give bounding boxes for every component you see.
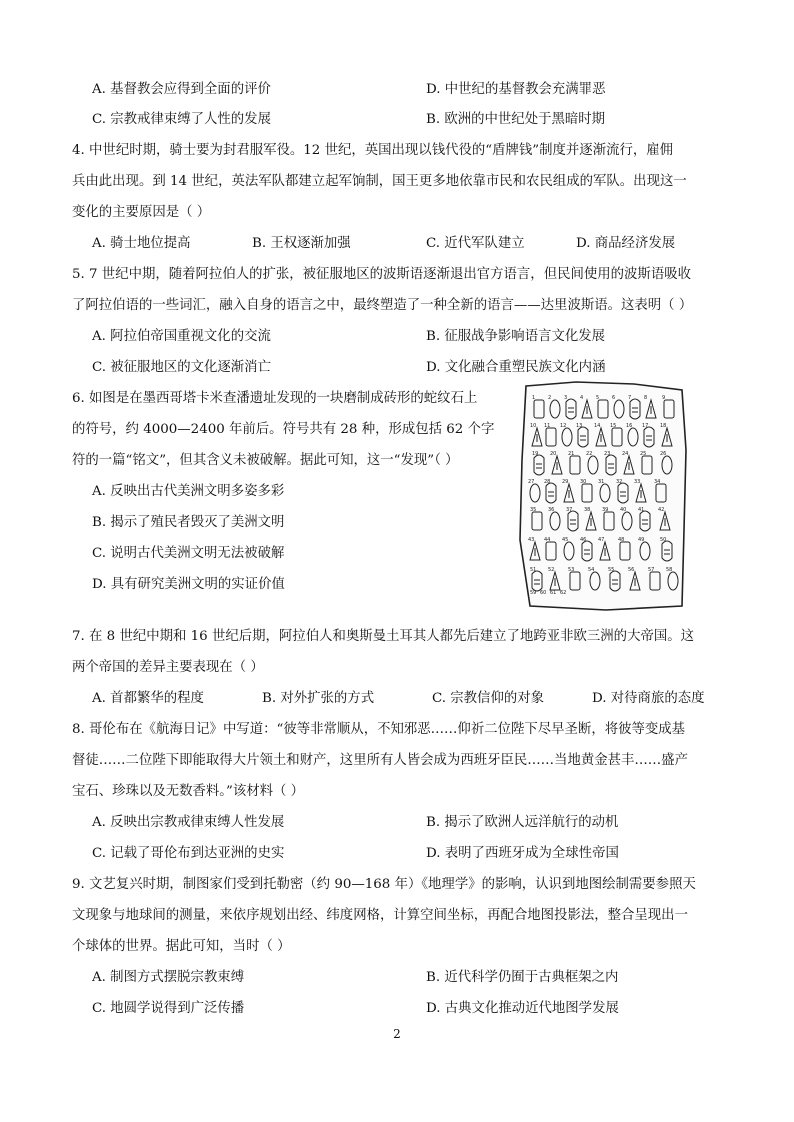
glyph-number: 10	[530, 423, 537, 429]
glyph-number: 58	[666, 567, 673, 573]
glyph-number: 30	[580, 479, 587, 485]
glyph-number: 13	[576, 423, 583, 429]
glyph-number: 53	[568, 567, 575, 573]
glyph-number: 35	[530, 507, 537, 513]
glyph-number: 19	[532, 451, 539, 457]
glyph-number: 54	[588, 567, 595, 573]
glyph-number: 56	[628, 567, 635, 573]
glyph-number: 33	[634, 479, 641, 485]
stone-outline	[520, 382, 686, 610]
glyph-number: 22	[586, 451, 593, 457]
q8-option-b: B. 揭示了欧洲人远洋航行的动机	[426, 815, 619, 830]
q6-option-a: A. 反映出古代美洲文明多姿多彩	[92, 484, 285, 499]
q6-option-b: B. 揭示了殖民者毁灭了美洲文明	[92, 515, 285, 530]
glyph-number: 37	[566, 507, 573, 513]
question-text-line: 8. 哥伦布在《航海日记》中写道：“彼等非常顺从，不知邪恶……仰祈二位陛下尽早圣断，将彼等变成基	[72, 722, 686, 737]
glyph-number: 55	[608, 567, 615, 573]
question-text-line: 督徒……二位陛下即能取得大片领土和财产，这里所有人皆会成为西班牙臣民……当地黄金甚丰……盛产	[72, 753, 688, 768]
glyph-number: 6	[612, 395, 616, 401]
q7-option-c: C. 宗教信仰的对象	[432, 691, 545, 706]
glyph-number: 1	[532, 395, 536, 401]
inscription-stone-figure	[516, 380, 688, 612]
q9-option-c: C. 地圆学说得到广泛传播	[92, 1001, 245, 1016]
question-text-line: 4. 中世纪时期，骑士要为封君服军役。12 世纪，英国出现以钱代役的“盾牌钱”制度并逐渐流行，雇佣	[72, 143, 674, 158]
glyph-number: 4	[580, 395, 584, 401]
glyph-number: 36	[548, 507, 555, 513]
question-text-line: 了阿拉伯语的一些词汇，融入自身的语言之中，最终塑造了一种全新的语言——达里波斯语。这表明（ ）	[72, 298, 693, 313]
glyph-number: 59	[530, 590, 537, 596]
q8-option-c: C. 记载了哥伦布到达亚洲的史实	[92, 846, 285, 861]
glyph-number: 15	[610, 423, 617, 429]
question-text-line: 7. 在 8 世纪中期和 16 世纪后期，阿拉伯人和奥斯曼土耳其人都先后建立了地跨亚非欧三洲的大帝国。这	[72, 629, 695, 644]
glyph-number: 46	[580, 537, 587, 543]
glyph-number: 20	[550, 451, 557, 457]
q9-option-b: B. 近代科学仍囿于古典框架之内	[426, 970, 619, 985]
glyph-number: 51	[530, 567, 537, 573]
question-text-line: 的符号，约 4000—2400 年前后。符号共有 28 种，形成包括 62 个字	[72, 422, 495, 437]
question-text-line: 9. 文艺复兴时期，制图家们受到托勒密（约 90—168 年）《地理学》的影响，认识到地图绘制需要参照天	[72, 877, 696, 892]
glyph-number: 2	[548, 395, 552, 401]
question-text-line: 宝石、珍珠以及无数香料。”该材料（ ）	[72, 784, 305, 799]
glyph-number: 26	[660, 451, 667, 457]
question-text-line: 文现象与地球间的测量，来依序规划出经、纬度网格，计算空间坐标，再配合地图投影法，整合呈现出一	[72, 908, 688, 923]
glyph-number: 43	[528, 537, 535, 543]
q7-option-a: A. 首都繁华的程度	[92, 691, 204, 706]
q7-option-b: B. 对外扩张的方式	[262, 691, 375, 706]
q6-option-c: C. 说明古代美洲文明无法被破解	[92, 546, 285, 561]
glyph-number: 24	[622, 451, 629, 457]
q7-option-d: D. 对待商旅的态度	[592, 691, 705, 706]
q9-option-d: D. 古典文化推动近代地图学发展	[426, 1001, 619, 1016]
glyph-number: 34	[654, 479, 661, 485]
glyph-number: 50	[660, 537, 667, 543]
glyph-number: 41	[638, 507, 645, 513]
question-text-line: 5. 7 世纪中期，随着阿拉伯人的扩张，被征服地区的波斯语逐渐退出官方语言，但民间使用的波斯语吸收	[72, 267, 691, 282]
page-number: 2	[393, 1027, 401, 1041]
q9-option-a: A. 制图方式摆脱宗教束缚	[92, 970, 245, 985]
question-text-line: 兵由此出现。到 14 世纪，英法军队都建立起军饷制，国王更多地依靠市民和农民组成的军队。出现这一	[72, 174, 687, 189]
q4-option-b: B. 王权逐渐加强	[252, 236, 351, 251]
glyph-number: 28	[544, 479, 551, 485]
q4-option-a: A. 骑士地位提高	[92, 236, 191, 251]
q6-option-d: D. 具有研究美洲文明的实证价值	[92, 577, 285, 592]
glyph-number: 61	[550, 590, 557, 596]
q5-option-a: A. 阿拉伯帝国重视文化的交流	[92, 329, 271, 344]
q3-option-b: B. 欧洲的中世纪处于黑暗时期	[426, 112, 606, 127]
q4-option-c: C. 近代军队建立	[426, 236, 525, 251]
q5-option-b: B. 征服战争影响语言文化发展	[426, 329, 606, 344]
glyph-number: 57	[648, 567, 655, 573]
q3-option-a: A. 基督教会应得到全面的评价	[92, 82, 271, 97]
glyph-number: 60	[540, 590, 547, 596]
glyph-number: 27	[528, 479, 535, 485]
question-text-line: 个球体的世界。据此可知，当时（ ）	[72, 939, 291, 954]
q8-option-a: A. 反映出宗教戒律束缚人性发展	[92, 815, 285, 830]
q3-option-c: C. 宗教戒律束缚了人性的发展	[92, 112, 271, 127]
glyph-number: 11	[544, 423, 551, 429]
glyph-number: 5	[596, 395, 600, 401]
glyph-number: 39	[602, 507, 609, 513]
question-text-line: 变化的主要原因是（ ）	[72, 205, 211, 220]
glyph-number: 42	[658, 507, 665, 513]
glyph-number: 32	[616, 479, 623, 485]
q3-option-d: D. 中世纪的基督教会充满罪恶	[426, 82, 606, 97]
glyph-number: 21	[568, 451, 575, 457]
glyph-number: 48	[618, 537, 625, 543]
glyph-number: 40	[620, 507, 627, 513]
glyph-number: 18	[660, 423, 667, 429]
q5-option-c: C. 被征服地区的文化逐渐消亡	[92, 360, 271, 375]
q5-option-d: D. 文化融合重塑民族文化内涵	[426, 360, 606, 375]
glyph-number: 38	[584, 507, 591, 513]
q8-option-d: D. 表明了西班牙成为全球性帝国	[426, 846, 619, 861]
glyph-number: 31	[598, 479, 605, 485]
glyph-number: 52	[548, 567, 555, 573]
glyph-number: 62	[560, 590, 567, 596]
glyph-number: 17	[642, 423, 649, 429]
glyph-number: 45	[562, 537, 569, 543]
glyph-number: 29	[562, 479, 569, 485]
glyph-number: 44	[544, 537, 551, 543]
glyph-number: 14	[594, 423, 601, 429]
glyph-number: 16	[626, 423, 633, 429]
glyph-number: 49	[638, 537, 645, 543]
glyph-number: 25	[640, 451, 647, 457]
glyph-number: 23	[604, 451, 611, 457]
question-text-line: 6. 如图是在墨西哥塔卡米查潘遗址发现的一块磨制成砖形的蛇纹石上	[72, 391, 478, 406]
q4-option-d: D. 商品经济发展	[576, 236, 676, 251]
glyph-number: 9	[662, 395, 666, 401]
glyph-number: 3	[564, 395, 568, 401]
question-text-line: 符的一篇“铭文”，但其含义未被破解。据此可知，这一“发现”（ ）	[72, 453, 459, 468]
glyph-number: 7	[628, 395, 632, 401]
glyph-number: 47	[598, 537, 605, 543]
glyph-number: 8	[644, 395, 648, 401]
question-text-line: 两个帝国的差异主要表现在（ ）	[72, 660, 264, 675]
glyph-number: 12	[560, 423, 567, 429]
